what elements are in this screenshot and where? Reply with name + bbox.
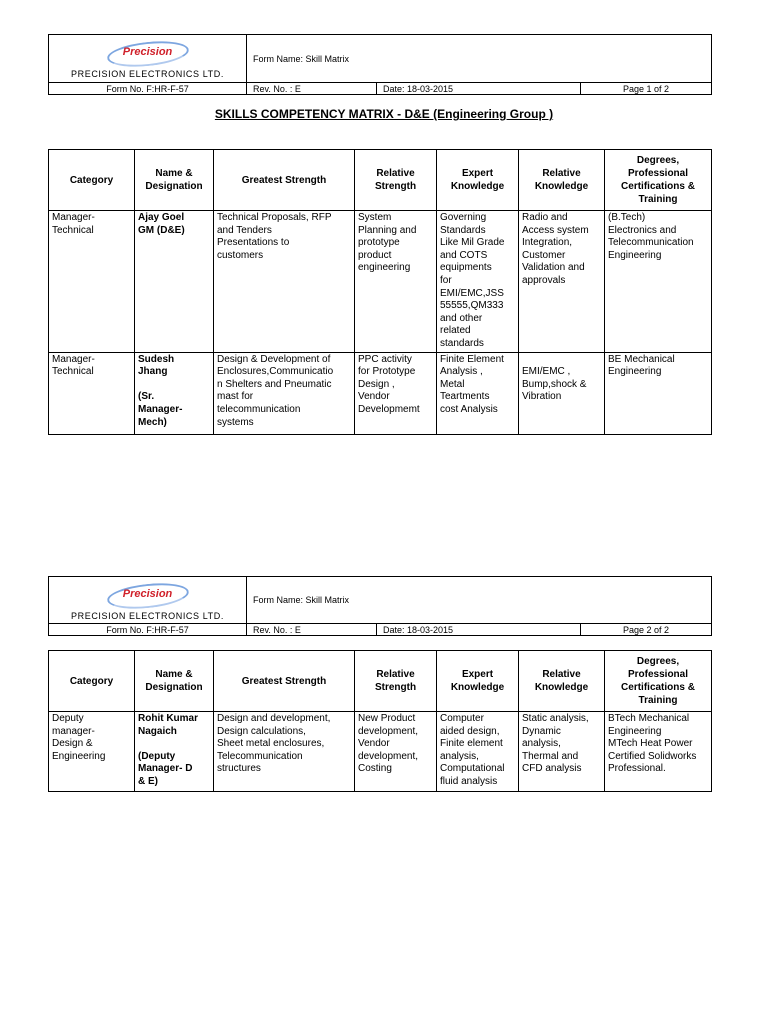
column-header-name: Name & Designation bbox=[135, 150, 214, 211]
skills-table-page2 bbox=[48, 650, 712, 792]
form-number: Form No. F:HR-F-57 bbox=[49, 624, 247, 636]
cell-name: Rohit Kumar Nagaich (Deputy Manager- D & E) bbox=[135, 712, 214, 792]
company-logo bbox=[105, 584, 191, 608]
company-name: PRECISION ELECTRONICS LTD. bbox=[71, 69, 224, 79]
page-indicator: Page 2 of 2 bbox=[581, 624, 712, 636]
column-header-relative-knowledge: Relative Knowledge bbox=[519, 651, 605, 712]
cell-category: Manager- Technical bbox=[49, 352, 135, 434]
column-header-name: Name & Designation bbox=[135, 651, 214, 712]
table-header-row bbox=[49, 651, 712, 712]
cell-relative-strength: System Planning and prototype product engineering bbox=[355, 211, 437, 353]
cell-greatest-strength: Design & Development of Enclosures,Communicatio n Shelters and Pneumatic mast for telecommunication systems bbox=[214, 352, 355, 434]
column-header-relative-strength: Relative Strength bbox=[355, 150, 437, 211]
column-header-category: Category bbox=[49, 150, 135, 211]
company-logo bbox=[105, 42, 191, 66]
table-row bbox=[49, 352, 712, 434]
column-header-greatest-strength: Greatest Strength bbox=[214, 651, 355, 712]
logo-text: Precision bbox=[122, 587, 173, 600]
table-row bbox=[49, 712, 712, 792]
column-header-expert-knowledge: Expert Knowledge bbox=[437, 651, 519, 712]
cell-relative-knowledge: Radio and Access system Integration, Customer Validation and approvals bbox=[519, 211, 605, 353]
form-date: Date: 18-03-2015 bbox=[377, 83, 581, 95]
cell-degrees: (B.Tech) Electronics and Telecommunication Engineering bbox=[605, 211, 712, 353]
cell-relative-knowledge: Static analysis, Dynamic analysis, Thermal and CFD analysis bbox=[519, 712, 605, 792]
skills-table-page1 bbox=[48, 149, 712, 435]
cell-relative-strength: New Product development, Vendor development, Costing bbox=[355, 712, 437, 792]
company-name: PRECISION ELECTRONICS LTD. bbox=[71, 610, 224, 621]
revision-number: Rev. No. : E bbox=[247, 624, 377, 636]
cell-name: Ajay Goel GM (D&E) bbox=[135, 211, 214, 353]
form-number: Form No. F:HR-F-57 bbox=[49, 83, 247, 95]
column-header-relative-knowledge: Relative Knowledge bbox=[519, 150, 605, 211]
cell-relative-knowledge: EMI/EMC , Bump,shock & Vibration bbox=[519, 352, 605, 434]
form-date: Date: 18-03-2015 bbox=[377, 624, 581, 636]
form-name: Form Name: Skill Matrix bbox=[247, 577, 712, 624]
form-header-page1 bbox=[48, 34, 712, 95]
cell-relative-strength: PPC activity for Prototype Design , Vendor Developmemt bbox=[355, 352, 437, 434]
table-header-row bbox=[49, 150, 712, 211]
table-row bbox=[49, 211, 712, 353]
cell-degrees: BTech Mechanical Engineering MTech Heat Power Certified Solidworks Professional. bbox=[605, 712, 712, 792]
logo-cell bbox=[49, 35, 247, 83]
cell-category: Manager- Technical bbox=[49, 211, 135, 353]
cell-name: Sudesh Jhang (Sr. Manager- Mech) bbox=[135, 352, 214, 434]
cell-category: Deputy manager- Design & Engineering bbox=[49, 712, 135, 792]
cell-greatest-strength: Technical Proposals, RFP and Tenders Presentations to customers bbox=[214, 211, 355, 353]
form-name: Form Name: Skill Matrix bbox=[247, 35, 712, 83]
logo-cell bbox=[49, 577, 247, 624]
column-header-category: Category bbox=[49, 651, 135, 712]
revision-number: Rev. No. : E bbox=[247, 83, 377, 95]
page-indicator: Page 1 of 2 bbox=[581, 83, 712, 95]
column-header-expert-knowledge: Expert Knowledge bbox=[437, 150, 519, 211]
logo-text: Precision bbox=[122, 46, 173, 58]
cell-expert-knowledge: Governing Standards Like Mil Grade and COTS equipments for EMI/EMC,JSS 55555,QM333 and other related standards bbox=[437, 211, 519, 353]
column-header-degrees: Degrees, Professional Certifications & Training bbox=[605, 651, 712, 712]
cell-expert-knowledge: Computer aided design, Finite element analysis, Computational fluid analysis bbox=[437, 712, 519, 792]
cell-expert-knowledge: Finite Element Analysis , Metal Teartments cost Analysis bbox=[437, 352, 519, 434]
cell-degrees: BE Mechanical Engineering bbox=[605, 352, 712, 434]
page-title: SKILLS COMPETENCY MATRIX - D&E (Engineering Group ) bbox=[214, 107, 554, 121]
column-header-relative-strength: Relative Strength bbox=[355, 651, 437, 712]
column-header-degrees: Degrees, Professional Certifications & Training bbox=[605, 150, 712, 211]
column-header-greatest-strength: Greatest Strength bbox=[214, 150, 355, 211]
form-header-page2 bbox=[48, 576, 712, 636]
cell-greatest-strength: Design and development, Design calculations, Sheet metal enclosures, Telecommunication structures bbox=[214, 712, 355, 792]
